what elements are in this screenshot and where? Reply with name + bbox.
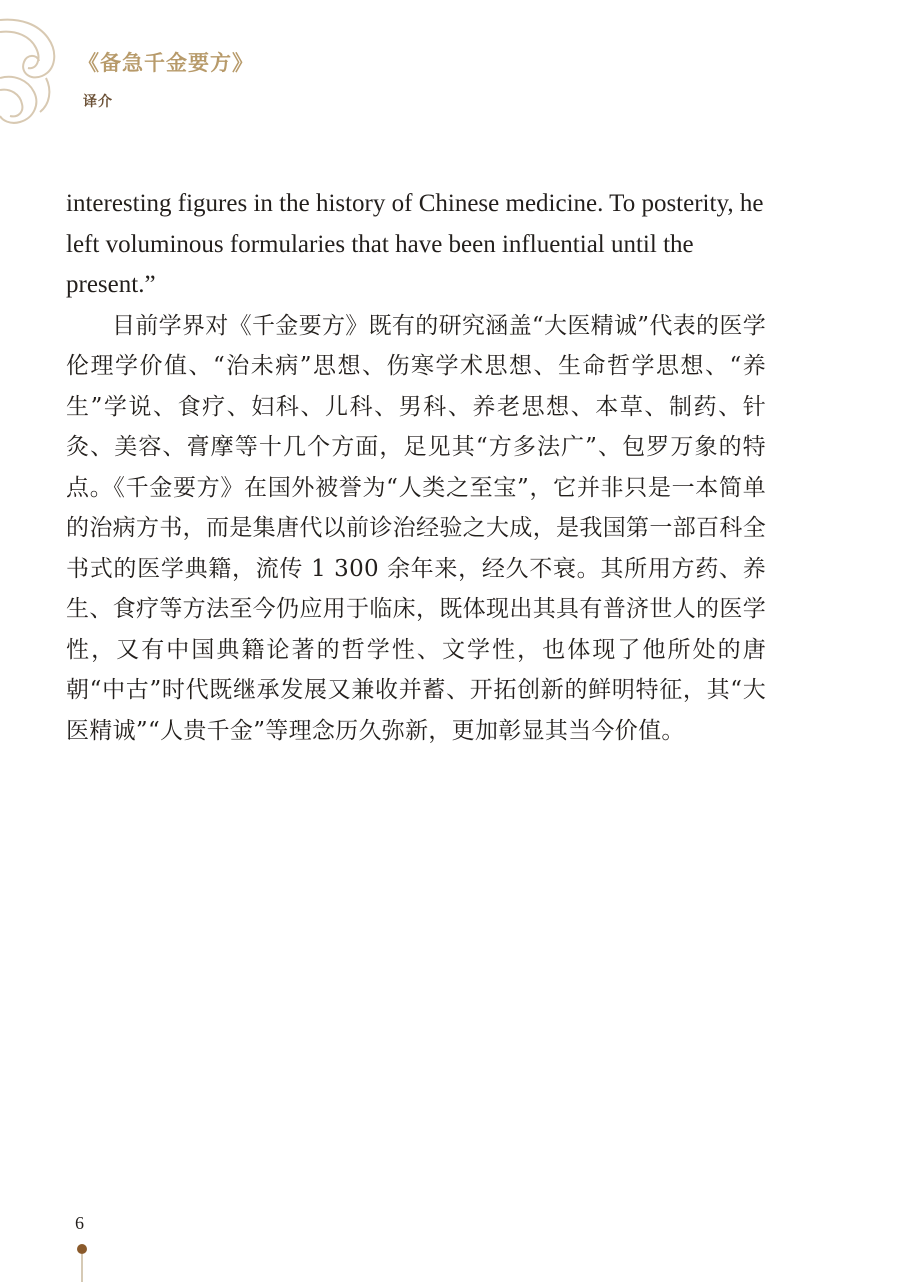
folio-marker-icon <box>74 1242 90 1282</box>
cloud-ornament-icon <box>0 0 80 130</box>
running-title: 《备急千金要方》 <box>78 51 254 75</box>
paragraph-chinese: 目前学界对《千金要方》既有的研究涵盖“大医精诚”代表的医学伦理学价值、“治未病”思想、伤寒学术思想、生命哲学思想、“养生”学说、食疗、妇科、儿科、男科、养老思想、本草、制药、针灸、美容、膏摩等十几个方面，足见其“方多法广”、包罗万象的特点。《千金要方》在国外被誉为“人类之至宝”，它并非只是一本简单的治病方书，而是集唐代以前诊治经验之大成，是我国第一部百科全书式的医学典籍，流传 1 300 余年来，经久不衰。其所用方药、养生、食疗等方法至今仍应用于临床，既体现出其具有普济世人的医学性，又有中国典籍论著的哲学性、文学性，也体现了他所处的唐朝“中古”时代既继承发展又兼收并蓄、开拓创新的鲜明特征，其“大医精诚”“人贵千金”等理念历久弥新，更加彰显其当今价值。 <box>66 312 766 744</box>
body-text <box>66 184 766 751</box>
running-subtitle: 译介 <box>83 94 113 110</box>
page-number: 6 <box>75 1213 84 1233</box>
paragraph-english: interesting figures in the history of Chinese medicine. To posterity, he left voluminous formularies that have been influential until the present.” <box>66 190 764 298</box>
